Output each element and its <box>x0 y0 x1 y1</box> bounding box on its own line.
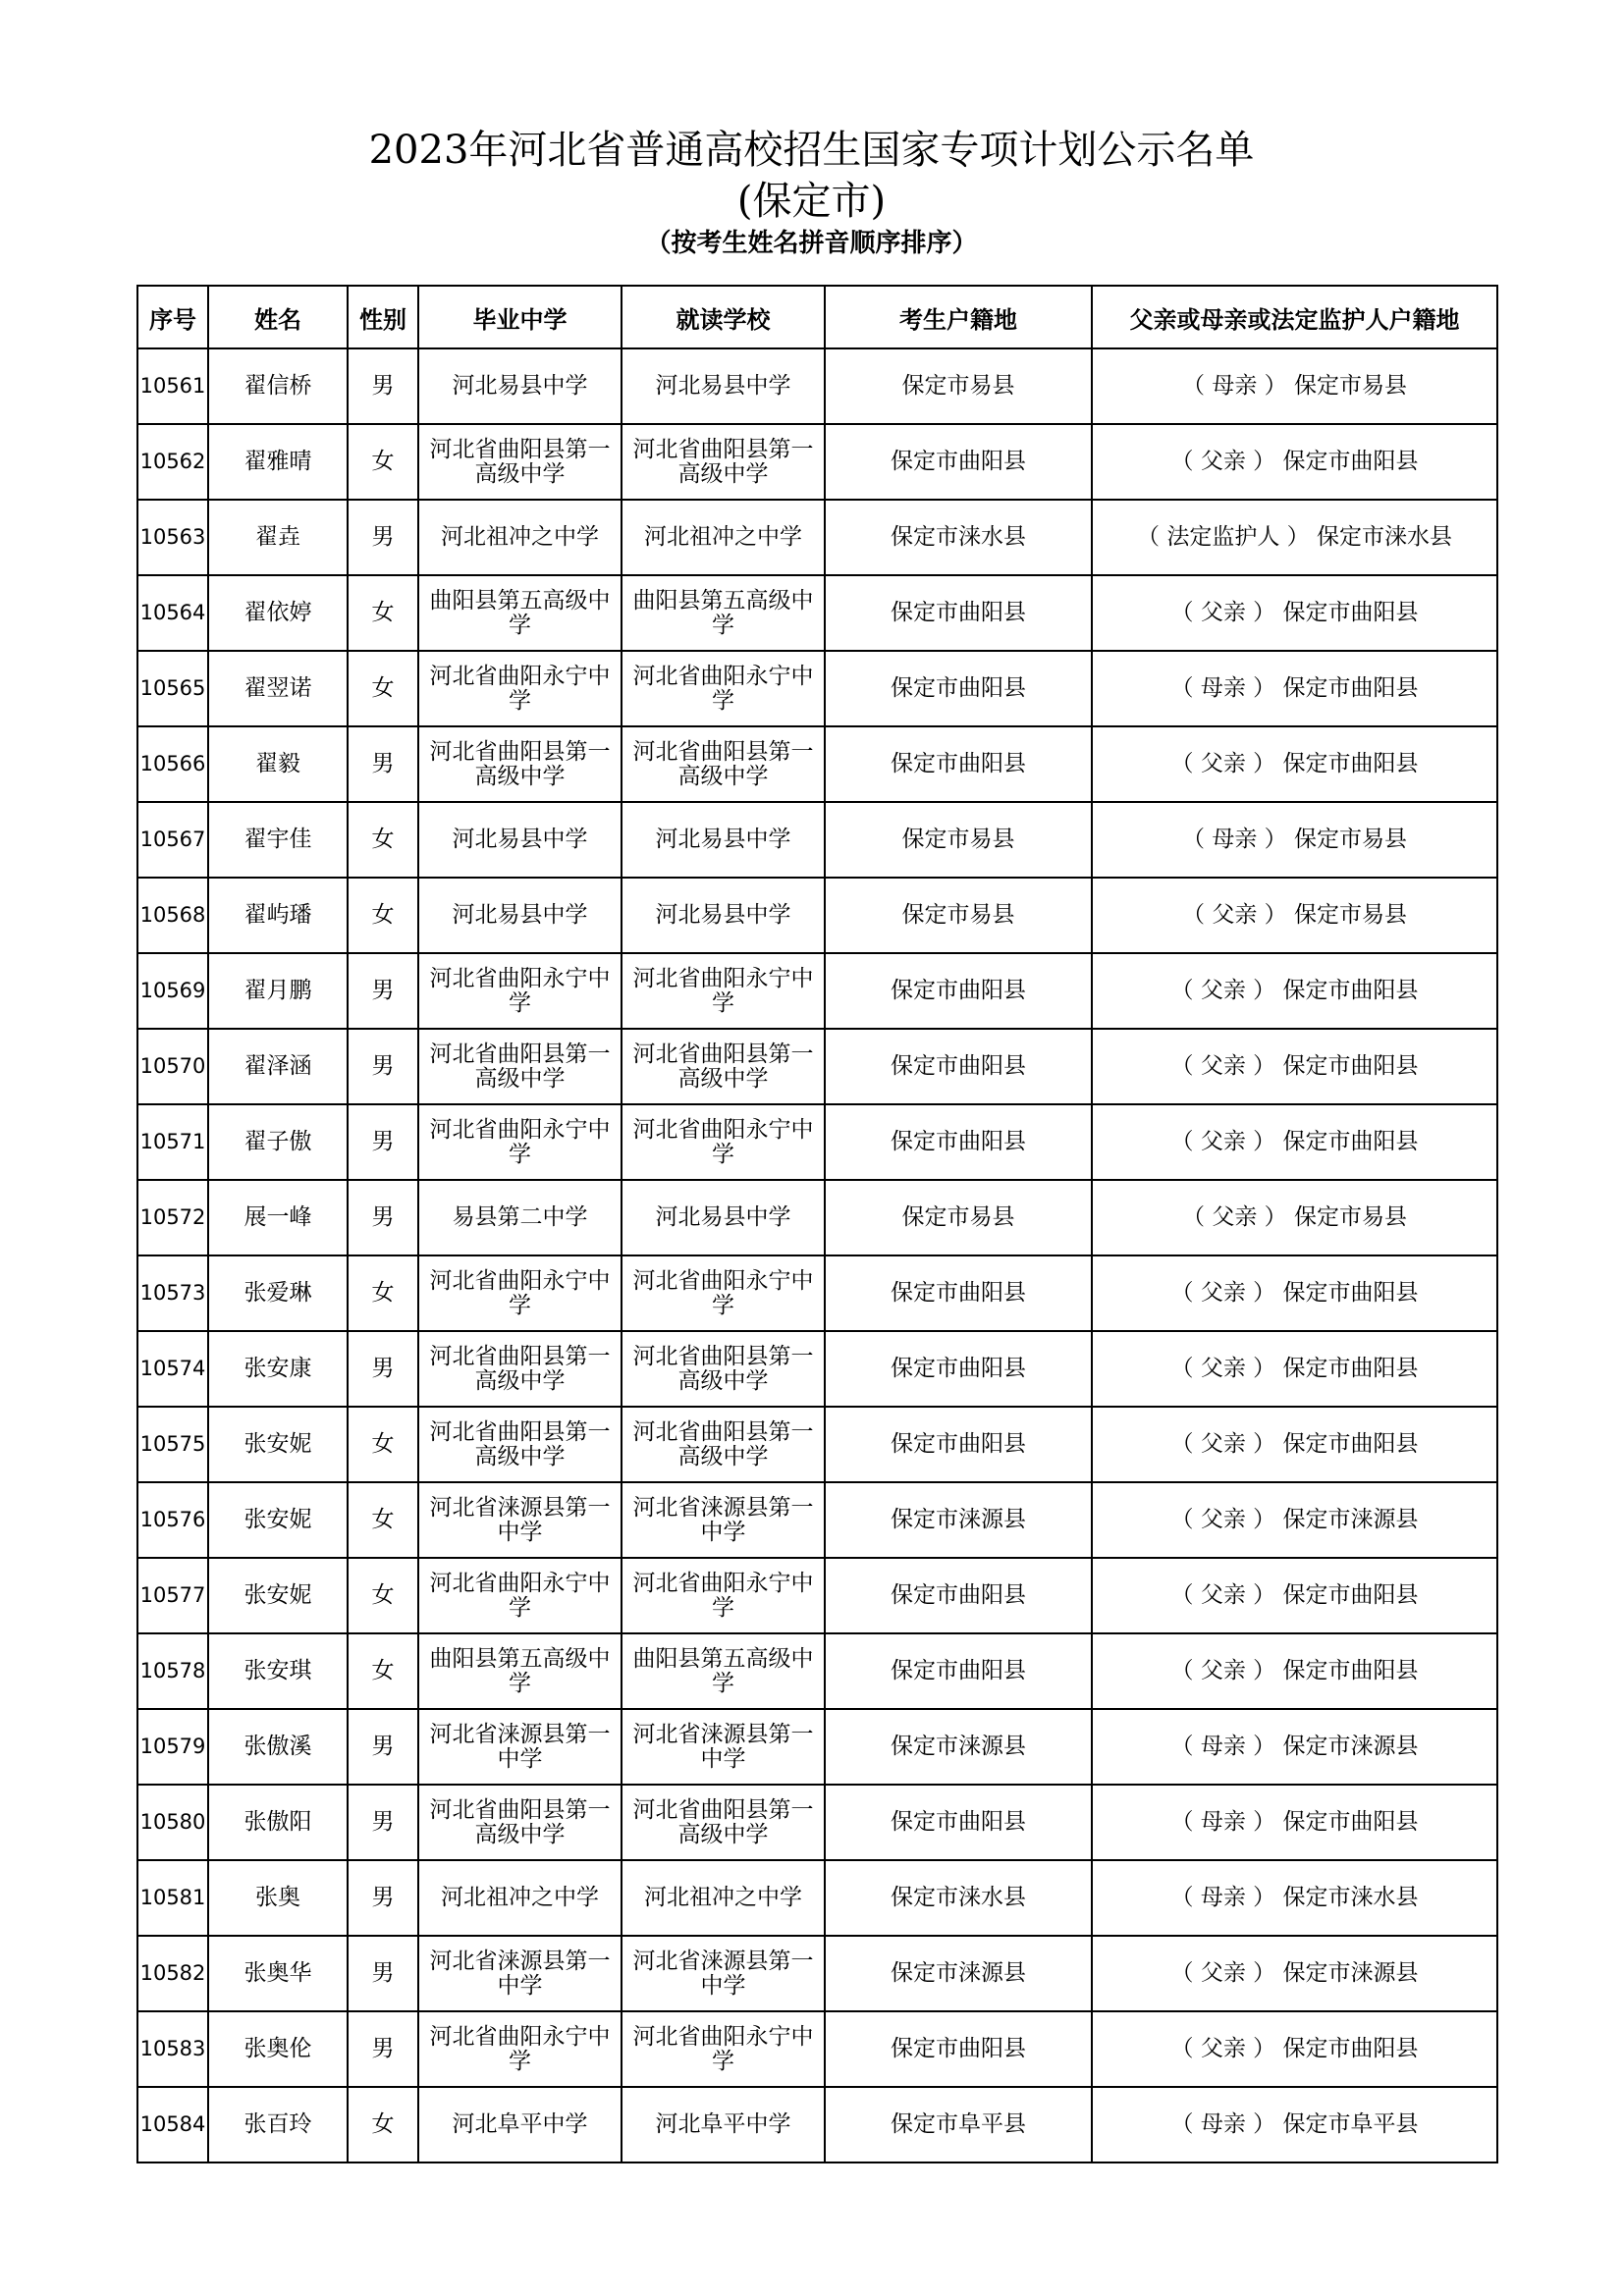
cell-student-domicile: 保定市曲阳县 <box>825 424 1092 500</box>
cell-current-school: 河北省曲阳县第一高级中学 <box>622 726 825 802</box>
cell-gender: 女 <box>348 2087 418 2163</box>
cell-graduated-school: 易县第二中学 <box>418 1180 622 1255</box>
cell-name: 翟月鹏 <box>208 953 348 1029</box>
cell-gender: 男 <box>348 1029 418 1104</box>
cell-current-school: 河北省曲阳县第一高级中学 <box>622 1029 825 1104</box>
cell-student-domicile: 保定市涞源县 <box>825 1936 1092 2011</box>
cell-student-domicile: 保定市阜平县 <box>825 2087 1092 2163</box>
cell-current-school: 河北阜平中学 <box>622 2087 825 2163</box>
cell-graduated-school: 河北省曲阳永宁中学 <box>418 1104 622 1180</box>
cell-graduated-school: 河北省曲阳永宁中学 <box>418 651 622 726</box>
cell-graduated-school: 河北省曲阳县第一高级中学 <box>418 1029 622 1104</box>
table-row <box>137 348 1497 424</box>
cell-graduated-school: 河北省曲阳县第一高级中学 <box>418 1331 622 1407</box>
table-row <box>137 500 1497 575</box>
cell-graduated-school: 曲阳县第五高级中学 <box>418 1633 622 1709</box>
cell-student-domicile: 保定市易县 <box>825 1180 1092 1255</box>
cell-seq: 10571 <box>137 1104 208 1180</box>
cell-name: 张安妮 <box>208 1482 348 1558</box>
cell-name: 翟屿璠 <box>208 878 348 953</box>
table-row <box>137 1482 1497 1558</box>
cell-seq: 10561 <box>137 348 208 424</box>
table-row <box>137 651 1497 726</box>
cell-name: 张安妮 <box>208 1407 348 1482</box>
cell-graduated-school: 河北祖冲之中学 <box>418 1860 622 1936</box>
table-row <box>137 575 1497 651</box>
cell-guardian-domicile: （ 父亲 ） 保定市易县 <box>1092 878 1497 953</box>
cell-guardian-domicile: （ 父亲 ） 保定市曲阳县 <box>1092 575 1497 651</box>
cell-student-domicile: 保定市涞源县 <box>825 1709 1092 1785</box>
cell-seq: 10577 <box>137 1558 208 1633</box>
cell-student-domicile: 保定市易县 <box>825 802 1092 878</box>
cell-seq: 10570 <box>137 1029 208 1104</box>
table-row <box>137 1558 1497 1633</box>
table-row <box>137 802 1497 878</box>
cell-current-school: 河北省曲阳永宁中学 <box>622 1558 825 1633</box>
cell-guardian-domicile: （ 父亲 ） 保定市曲阳县 <box>1092 1255 1497 1331</box>
cell-gender: 男 <box>348 1331 418 1407</box>
cell-seq: 10579 <box>137 1709 208 1785</box>
cell-gender: 女 <box>348 575 418 651</box>
cell-seq: 10567 <box>137 802 208 878</box>
cell-gender: 女 <box>348 1633 418 1709</box>
cell-guardian-domicile: （ 母亲 ） 保定市阜平县 <box>1092 2087 1497 2163</box>
cell-guardian-domicile: （ 母亲 ） 保定市曲阳县 <box>1092 651 1497 726</box>
cell-graduated-school: 河北省曲阳县第一高级中学 <box>418 1785 622 1860</box>
cell-seq: 10562 <box>137 424 208 500</box>
cell-graduated-school: 河北易县中学 <box>418 878 622 953</box>
cell-student-domicile: 保定市曲阳县 <box>825 2011 1092 2087</box>
table-row <box>137 1029 1497 1104</box>
table-row <box>137 1255 1497 1331</box>
table-row <box>137 1785 1497 1860</box>
table-row <box>137 1633 1497 1709</box>
cell-guardian-domicile: （ 父亲 ） 保定市曲阳县 <box>1092 1558 1497 1633</box>
cell-guardian-domicile: （ 父亲 ） 保定市曲阳县 <box>1092 1407 1497 1482</box>
cell-gender: 男 <box>348 1860 418 1936</box>
header-gender: 性别 <box>348 286 418 348</box>
header-student-domicile: 考生户籍地 <box>825 286 1092 348</box>
cell-current-school: 河北省曲阳永宁中学 <box>622 1255 825 1331</box>
cell-gender: 男 <box>348 1785 418 1860</box>
document-title: 2023年河北省普通高校招生国家专项计划公示名单 <box>368 128 1255 173</box>
cell-current-school: 河北省涞源县第一中学 <box>622 1709 825 1785</box>
cell-current-school: 河北省涞源县第一中学 <box>622 1482 825 1558</box>
cell-graduated-school: 河北阜平中学 <box>418 2087 622 2163</box>
cell-name: 翟垚 <box>208 500 348 575</box>
cell-seq: 10582 <box>137 1936 208 2011</box>
cell-name: 展一峰 <box>208 1180 348 1255</box>
table-row <box>137 878 1497 953</box>
document-subtitle: (保定市) <box>736 179 887 224</box>
header-seq: 序号 <box>137 286 208 348</box>
cell-graduated-school: 河北省涞源县第一中学 <box>418 1936 622 2011</box>
table-row <box>137 1104 1497 1180</box>
cell-seq: 10584 <box>137 2087 208 2163</box>
cell-guardian-domicile: （ 父亲 ） 保定市曲阳县 <box>1092 1633 1497 1709</box>
cell-student-domicile: 保定市曲阳县 <box>825 1785 1092 1860</box>
cell-name: 张安妮 <box>208 1558 348 1633</box>
cell-gender: 女 <box>348 424 418 500</box>
table-row <box>137 1936 1497 2011</box>
cell-guardian-domicile: （ 母亲 ） 保定市曲阳县 <box>1092 1785 1497 1860</box>
cell-student-domicile: 保定市曲阳县 <box>825 953 1092 1029</box>
cell-student-domicile: 保定市曲阳县 <box>825 1255 1092 1331</box>
cell-current-school: 河北省涞源县第一中学 <box>622 1936 825 2011</box>
cell-student-domicile: 保定市曲阳县 <box>825 1331 1092 1407</box>
cell-current-school: 河北祖冲之中学 <box>622 500 825 575</box>
cell-current-school: 曲阳县第五高级中学 <box>622 575 825 651</box>
cell-name: 翟子傲 <box>208 1104 348 1180</box>
cell-graduated-school: 河北省曲阳永宁中学 <box>418 2011 622 2087</box>
cell-seq: 10575 <box>137 1407 208 1482</box>
cell-graduated-school: 河北省涞源县第一中学 <box>418 1482 622 1558</box>
cell-guardian-domicile: （ 父亲 ） 保定市曲阳县 <box>1092 953 1497 1029</box>
cell-gender: 女 <box>348 1407 418 1482</box>
cell-graduated-school: 河北易县中学 <box>418 348 622 424</box>
cell-gender: 女 <box>348 1482 418 1558</box>
cell-guardian-domicile: （ 法定监护人 ） 保定市涞水县 <box>1092 500 1497 575</box>
cell-student-domicile: 保定市曲阳县 <box>825 575 1092 651</box>
cell-name: 张百玲 <box>208 2087 348 2163</box>
header-name: 姓名 <box>208 286 348 348</box>
header-guardian-domicile: 父亲或母亲或法定监护人户籍地 <box>1092 286 1497 348</box>
cell-gender: 女 <box>348 878 418 953</box>
cell-graduated-school: 河北省曲阳永宁中学 <box>418 1255 622 1331</box>
cell-gender: 男 <box>348 953 418 1029</box>
cell-current-school: 河北省曲阳县第一高级中学 <box>622 1407 825 1482</box>
cell-current-school: 河北省曲阳永宁中学 <box>622 2011 825 2087</box>
cell-gender: 男 <box>348 1709 418 1785</box>
cell-seq: 10583 <box>137 2011 208 2087</box>
cell-guardian-domicile: （ 母亲 ） 保定市易县 <box>1092 802 1497 878</box>
table-row <box>137 1860 1497 1936</box>
cell-gender: 男 <box>348 2011 418 2087</box>
cell-current-school: 河北省曲阳永宁中学 <box>622 953 825 1029</box>
cell-guardian-domicile: （ 父亲 ） 保定市曲阳县 <box>1092 726 1497 802</box>
cell-name: 张奥伦 <box>208 2011 348 2087</box>
cell-guardian-domicile: （ 父亲 ） 保定市涞源县 <box>1092 1482 1497 1558</box>
cell-name: 张安琪 <box>208 1633 348 1709</box>
cell-name: 翟信桥 <box>208 348 348 424</box>
roster-table <box>136 285 1498 2163</box>
cell-current-school: 河北省曲阳永宁中学 <box>622 1104 825 1180</box>
cell-seq: 10581 <box>137 1860 208 1936</box>
cell-student-domicile: 保定市易县 <box>825 878 1092 953</box>
cell-graduated-school: 河北省曲阳永宁中学 <box>418 1558 622 1633</box>
cell-graduated-school: 河北省曲阳县第一高级中学 <box>418 424 622 500</box>
cell-current-school: 河北省曲阳县第一高级中学 <box>622 1785 825 1860</box>
table-row <box>137 424 1497 500</box>
cell-seq: 10563 <box>137 500 208 575</box>
cell-seq: 10578 <box>137 1633 208 1709</box>
table-row <box>137 1407 1497 1482</box>
cell-guardian-domicile: （ 父亲 ） 保定市曲阳县 <box>1092 2011 1497 2087</box>
cell-gender: 男 <box>348 1180 418 1255</box>
cell-guardian-domicile: （ 父亲 ） 保定市曲阳县 <box>1092 1331 1497 1407</box>
cell-graduated-school: 河北省曲阳县第一高级中学 <box>418 1407 622 1482</box>
table-row <box>137 726 1497 802</box>
header-graduated-school: 毕业中学 <box>418 286 622 348</box>
header-current-school: 就读学校 <box>622 286 825 348</box>
table-row <box>137 1331 1497 1407</box>
table-row <box>137 953 1497 1029</box>
cell-seq: 10568 <box>137 878 208 953</box>
cell-student-domicile: 保定市曲阳县 <box>825 651 1092 726</box>
cell-seq: 10576 <box>137 1482 208 1558</box>
cell-seq: 10574 <box>137 1331 208 1407</box>
cell-graduated-school: 河北省曲阳县第一高级中学 <box>418 726 622 802</box>
cell-name: 张爱琳 <box>208 1255 348 1331</box>
cell-guardian-domicile: （ 父亲 ） 保定市曲阳县 <box>1092 1104 1497 1180</box>
cell-student-domicile: 保定市涞水县 <box>825 500 1092 575</box>
cell-name: 张傲阳 <box>208 1785 348 1860</box>
cell-guardian-domicile: （ 母亲 ） 保定市涞源县 <box>1092 1709 1497 1785</box>
cell-guardian-domicile: （ 父亲 ） 保定市易县 <box>1092 1180 1497 1255</box>
cell-gender: 女 <box>348 651 418 726</box>
cell-current-school: 河北易县中学 <box>622 1180 825 1255</box>
cell-guardian-domicile: （ 父亲 ） 保定市曲阳县 <box>1092 1029 1497 1104</box>
cell-current-school: 河北省曲阳永宁中学 <box>622 651 825 726</box>
cell-gender: 女 <box>348 1255 418 1331</box>
cell-gender: 男 <box>348 348 418 424</box>
cell-gender: 男 <box>348 500 418 575</box>
cell-name: 翟翌诺 <box>208 651 348 726</box>
cell-gender: 女 <box>348 802 418 878</box>
cell-name: 翟宇佳 <box>208 802 348 878</box>
cell-guardian-domicile: （ 父亲 ） 保定市涞源县 <box>1092 1936 1497 2011</box>
cell-current-school: 河北省曲阳县第一高级中学 <box>622 424 825 500</box>
cell-seq: 10573 <box>137 1255 208 1331</box>
cell-graduated-school: 河北易县中学 <box>418 802 622 878</box>
table-row <box>137 2011 1497 2087</box>
cell-current-school: 河北易县中学 <box>622 802 825 878</box>
cell-student-domicile: 保定市曲阳县 <box>825 1029 1092 1104</box>
cell-name: 张奥华 <box>208 1936 348 2011</box>
cell-seq: 10572 <box>137 1180 208 1255</box>
cell-gender: 女 <box>348 1558 418 1633</box>
table-row <box>137 2087 1497 2163</box>
cell-seq: 10564 <box>137 575 208 651</box>
cell-graduated-school: 河北省涞源县第一中学 <box>418 1709 622 1785</box>
cell-student-domicile: 保定市曲阳县 <box>825 726 1092 802</box>
cell-name: 翟毅 <box>208 726 348 802</box>
cell-student-domicile: 保定市涞源县 <box>825 1482 1092 1558</box>
cell-name: 张奥 <box>208 1860 348 1936</box>
cell-student-domicile: 保定市曲阳县 <box>825 1558 1092 1633</box>
cell-student-domicile: 保定市曲阳县 <box>825 1104 1092 1180</box>
cell-name: 翟泽涵 <box>208 1029 348 1104</box>
cell-seq: 10580 <box>137 1785 208 1860</box>
cell-current-school: 河北省曲阳县第一高级中学 <box>622 1331 825 1407</box>
cell-gender: 男 <box>348 1936 418 2011</box>
table-row <box>137 1180 1497 1255</box>
cell-graduated-school: 河北祖冲之中学 <box>418 500 622 575</box>
cell-student-domicile: 保定市曲阳县 <box>825 1633 1092 1709</box>
cell-student-domicile: 保定市易县 <box>825 348 1092 424</box>
cell-guardian-domicile: （ 母亲 ） 保定市易县 <box>1092 348 1497 424</box>
cell-seq: 10565 <box>137 651 208 726</box>
cell-name: 张傲溪 <box>208 1709 348 1785</box>
cell-current-school: 河北祖冲之中学 <box>622 1860 825 1936</box>
cell-graduated-school: 曲阳县第五高级中学 <box>418 575 622 651</box>
cell-name: 翟雅晴 <box>208 424 348 500</box>
sort-note: （按考生姓名拼音顺序排序） <box>645 229 978 258</box>
cell-graduated-school: 河北省曲阳永宁中学 <box>418 953 622 1029</box>
cell-seq: 10566 <box>137 726 208 802</box>
cell-name: 张安康 <box>208 1331 348 1407</box>
cell-name: 翟依婷 <box>208 575 348 651</box>
table-row <box>137 1709 1497 1785</box>
cell-student-domicile: 保定市涞水县 <box>825 1860 1092 1936</box>
cell-guardian-domicile: （ 母亲 ） 保定市涞水县 <box>1092 1860 1497 1936</box>
cell-guardian-domicile: （ 父亲 ） 保定市曲阳县 <box>1092 424 1497 500</box>
cell-current-school: 河北易县中学 <box>622 878 825 953</box>
cell-current-school: 曲阳县第五高级中学 <box>622 1633 825 1709</box>
cell-seq: 10569 <box>137 953 208 1029</box>
cell-student-domicile: 保定市曲阳县 <box>825 1407 1092 1482</box>
cell-current-school: 河北易县中学 <box>622 348 825 424</box>
cell-gender: 男 <box>348 726 418 802</box>
table-header-row <box>137 286 1497 348</box>
cell-gender: 男 <box>348 1104 418 1180</box>
